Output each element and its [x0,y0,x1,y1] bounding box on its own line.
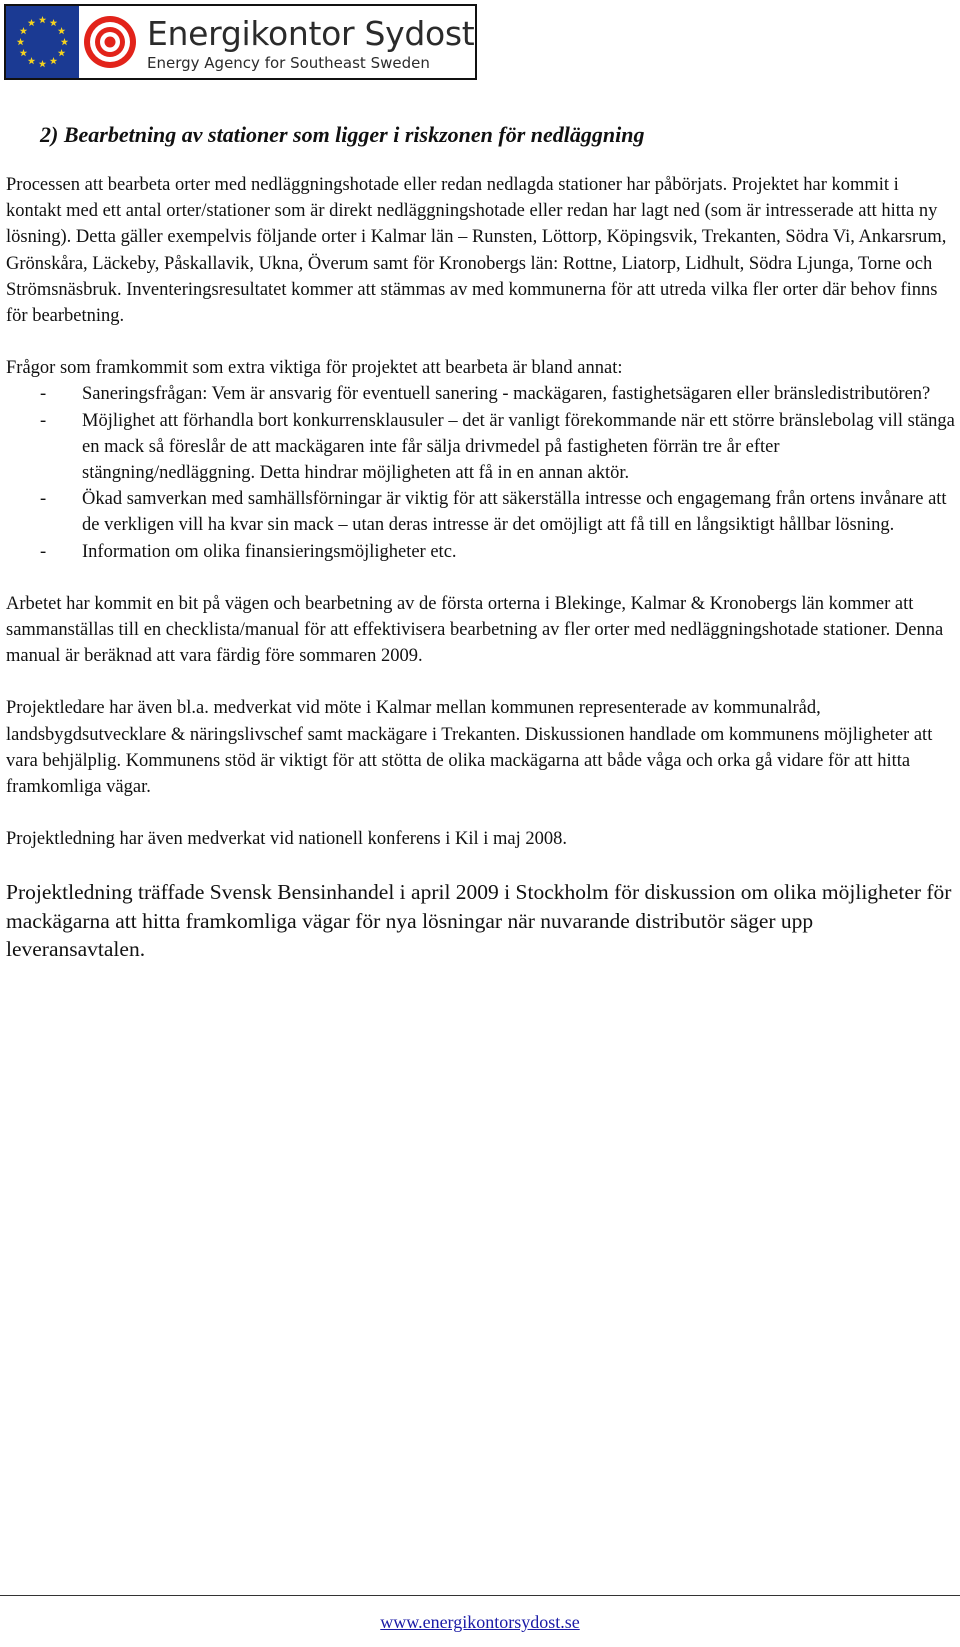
paragraph-text: Projektledning träffade Svensk Bensinhandel i april 2009 i Stockholm för diskussion om olika möjligheter för mackägarna att hitta framkomliga vägar för nya lösningar när nuvarande distributör säger upp leveransavtalen. [6,880,952,962]
eu-star-icon [20,49,28,56]
intro-paragraph [6,172,956,329]
eu-star-icon [17,38,25,45]
energikontor-logo [4,4,477,80]
document-body [6,120,956,990]
logo-subtitle: Energy Agency for Southeast Sweden [147,54,430,72]
list-item [6,486,956,538]
paragraph-text: Arbetet har kommit en bit på vägen och bearbetning av de första orterna i Blekinge, Kalmar & Kronobergs län kommer att sammanställas till en checklista/manual för att effektivisera bearbetning av fler orter med nedläggningshotade stationer. Denna manual är beräknad att vara färdig före sommaren 2009. [6,593,944,667]
questions-block [6,355,956,565]
progress-paragraph [6,591,956,670]
list-item-text: Möjlighet att förhandla bort konkurrensklausuler – det är vanligt förekommande när ett större bränslebolag vill stänga en mack så föreslår de att mackägaren inte får sälja drivmedel på fastigheten förrän tre år efter stängning/nedläggning. Detta hindrar möjligheten att få in en annan aktör. [82,410,955,484]
eu-star-icon [50,57,58,64]
meeting-paragraph [6,695,956,800]
eu-star-icon [58,27,66,34]
list-item [6,381,956,407]
eu-star-icon [28,19,36,26]
list-item [6,408,956,487]
section-heading: 2) Bearbetning av stationer som ligger i riskzonen för nedläggning [40,122,645,147]
list-item-text: Ökad samverkan med samhällsförningar är viktig för att säkerställa intresse och engagemang från ortens invånare att de verkligen vill ha kvar sin mack – utan deras intresse är det omöjligt att få till en långsiktigt hållbar lösning. [82,489,947,536]
paragraph-text: Processen att bearbeta orter med nedläggningshotade eller redan nedlagda stationer har påbörjats. Projektet har kommit i kontakt med ett antal orter/stationer som är direkt nedläggningshotade eller redan har lagt ned (som är intresserade att hitta ny lösning). Detta gäller exempelvis följande orter i Kalmar län – Runsten, Löttorp, Köpingsvik, Trekanten, Södra Vi, Ankarsrum, Grönskåra, Läckeby, Påskallavik, Ukna, Överum samt för Kronobergs län: Rottne, Liatorp, Lidhult, Södra Ljunga, Torne och Strömsnäsbruk. Inventeringsresultatet kommer att stämmas av med kommunerna för att utreda vilka fler orter där behov finns för bearbetning. [6,175,947,327]
eu-star-icon [58,49,66,56]
list-item-text: Information om olika finansieringsmöjligheter etc. [82,541,457,562]
footer-divider [0,1595,960,1596]
paragraph-text: Projektledning har även medverkat vid nationell konferens i Kil i maj 2008. [6,829,568,850]
eu-flag-icon [6,6,79,78]
conference-paragraph [6,826,956,852]
eu-star-icon [20,27,28,34]
eu-star-icon [61,38,69,45]
eu-star-icon [39,16,47,23]
energikontor-mark-icon [79,6,141,78]
eu-star-icon [50,19,58,26]
dash-bullet: - [40,541,47,562]
dash-bullet: - [40,410,47,431]
list-item [6,539,956,565]
dash-bullet: - [40,489,47,510]
paragraph-text: Projektledare har även bl.a. medverkat vid möte i Kalmar mellan kommunen representerade av kommunalråd, landsbygdsutvecklare & näringslivschef samt mackägare i Trekanten. Diskussionen handlade om kommunens möjligheter att vara behjälplig. Kommunens stöd är viktigt för att stötta de olika mackägarna att både våga och orka gå vidare för att hitta framkomliga vägar. [6,698,933,798]
logo-title: Energikontor Sydost [147,14,475,53]
final-paragraph [6,878,956,963]
questions-intro: Frågor som framkommit som extra viktiga för projektet att bearbeta är bland annat: [6,358,623,379]
eu-star-icon [28,57,36,64]
eu-star-icon [39,60,47,67]
list-item-text: Saneringsfrågan: Vem är ansvarig för eventuell sanering - mackägaren, fastighetsägaren eller bränsledistributören? [82,384,931,405]
questions-list [6,381,956,564]
website-link[interactable]: www.energikontorsydost.se [380,1612,580,1632]
dash-bullet: - [40,384,47,405]
